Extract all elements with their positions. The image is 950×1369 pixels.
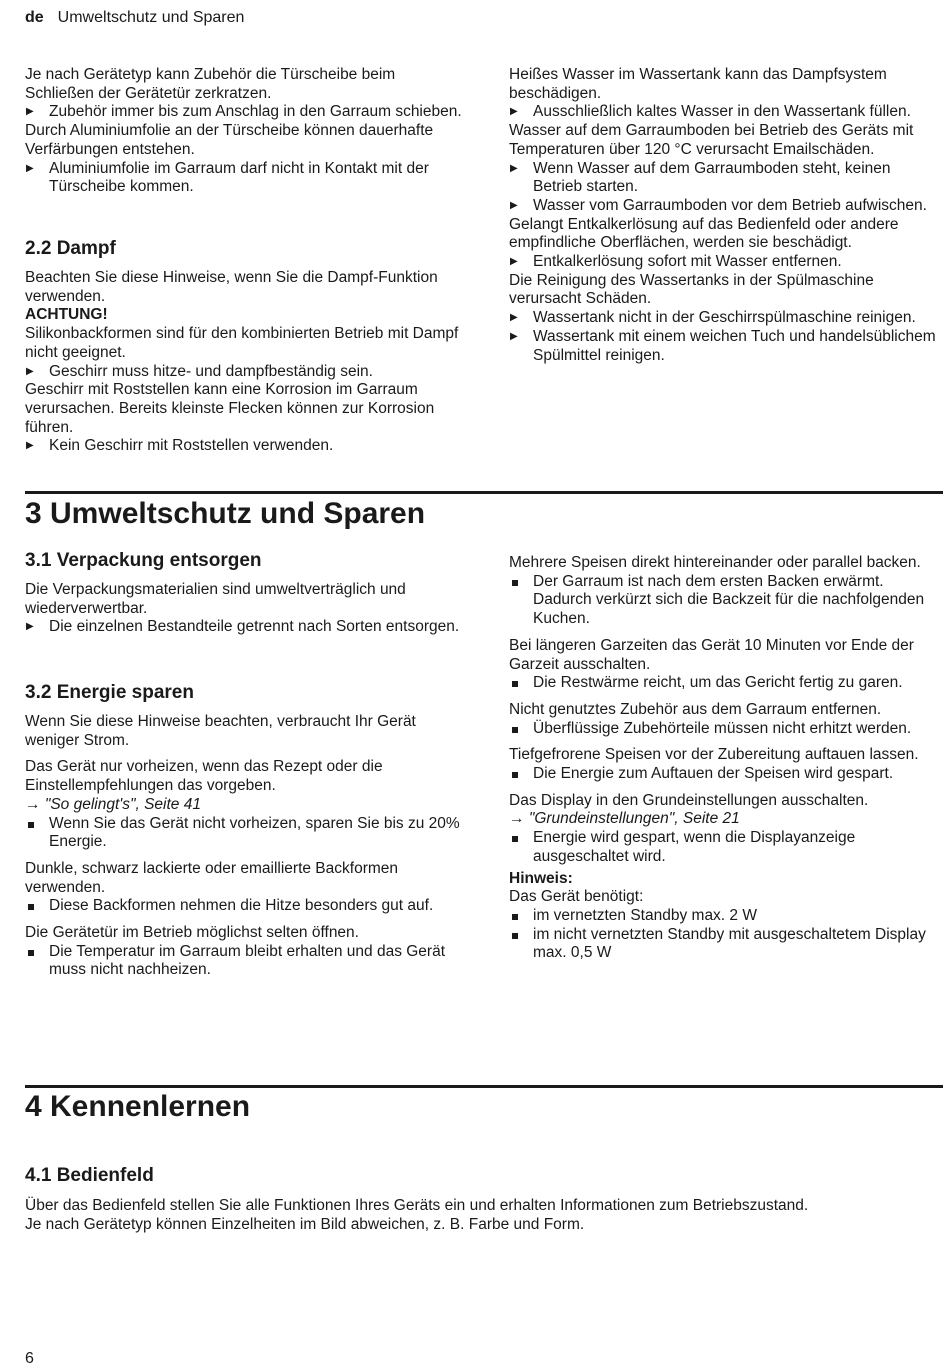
square-bullet-icon (512, 914, 518, 920)
section-heading-4-1: 4.1 Bedienfeld (25, 1165, 154, 1186)
list-item (509, 197, 943, 216)
paragraph: Nicht genutztes Zubehör aus dem Garraum entfernen. (509, 700, 882, 718)
list-item (25, 943, 465, 980)
list-item-text: Die Energie zum Auftauen der Speisen wird gespart. (533, 765, 894, 783)
dampf-column (25, 269, 465, 456)
paragraph: Beachten Sie diese Hinweise, wenn Sie die Dampf-Funktion verwenden. (25, 269, 438, 305)
triangle-bullet-icon: ▶ (510, 162, 518, 174)
header-title: Umweltschutz und Sparen (57, 9, 245, 26)
list-item (509, 253, 943, 272)
list-item-text: Wassertank nicht in der Geschirrspülmaschine reinigen. (533, 309, 916, 327)
paragraph: Dunkle, schwarz lackierte oder emaillierte Backformen verwenden. (25, 859, 399, 896)
triangle-bullet-icon: ▶ (510, 312, 518, 324)
triangle-bullet-icon: ▶ (510, 106, 518, 118)
list-item-text: Wenn Sie das Gerät nicht vorheizen, sparen Sie bis zu 20% Energie. (49, 814, 460, 851)
cross-reference[interactable] (25, 796, 465, 815)
list-item-text: Aluminiumfolie im Garraum darf nicht in Kontakt mit der Türscheibe kommen. (49, 159, 429, 196)
list-item-text: Kein Geschirr mit Roststellen verwenden. (49, 437, 334, 455)
chapter-rule (25, 1085, 943, 1088)
paragraph: Die Gerätetür im Betrieb möglichst selten öffnen. (25, 924, 359, 942)
list-item (509, 829, 943, 866)
list-item-text: Wasser vom Garraumboden vor dem Betrieb aufwischen. (533, 196, 927, 214)
list-item-text: Diese Backformen nehmen die Hitze besonders gut auf. (49, 897, 434, 915)
list-item (509, 765, 943, 784)
xref-link[interactable]: "So gelingt's", Seite 41 (44, 795, 201, 813)
chapter-title-4: 4 Kennenlernen (25, 1090, 251, 1123)
paragraph: Heißes Wasser im Wassertank kann das Dampfsystem beschädigen. (509, 66, 887, 102)
paragraph: Silikonbackformen sind für den kombinierten Betrieb mit Dampf nicht geeignet. (25, 325, 459, 361)
list-item-text: Wenn Wasser auf dem Garraumboden steht, keinen Betrieb starten. (533, 159, 891, 196)
arrow-right-icon: → (25, 795, 45, 813)
square-bullet-icon (28, 950, 34, 956)
paragraph: Wenn Sie diese Hinweise beachten, verbraucht Ihr Gerät weniger Strom. (25, 713, 416, 749)
list-item-text: Ausschließlich kaltes Wasser in den Wassertank füllen. (533, 103, 911, 121)
note-label: Hinweis: (509, 869, 573, 887)
language-code: de (25, 9, 44, 26)
paragraph: Tiefgefrorene Speisen vor der Zubereitung auftauen lassen. (509, 746, 919, 764)
list-item (509, 907, 943, 926)
paragraph: Wasser auf dem Garraumboden bei Betrieb des Geräts mit Temperaturen über 120 °C verursacht Emailschäden. (509, 122, 914, 158)
paragraph: Das Display in den Grundeinstellungen ausschalten. (509, 791, 869, 809)
packaging-column (25, 581, 465, 637)
paragraph: Je nach Gerätetyp können Einzelheiten im Bild abweichen, z. B. Farbe und Form. (25, 1215, 585, 1233)
section-heading-2-2: 2.2 Dampf (25, 238, 116, 259)
list-item-text: Der Garraum ist nach dem ersten Backen erwärmt. Dadurch verkürzt sich die Backzeit für die nachfolgenden Kuchen. (533, 572, 925, 628)
paragraph: Die Reinigung des Wassertanks in der Spülmaschine verursacht Schäden. (509, 271, 874, 308)
list-item (509, 573, 943, 629)
square-bullet-icon (28, 904, 34, 910)
list-item (509, 160, 943, 197)
list-item-text: Zubehör immer bis zum Anschlag in den Garraum schieben. (49, 103, 462, 121)
section-heading-3-2: 3.2 Energie sparen (25, 682, 194, 703)
square-bullet-icon (512, 727, 518, 733)
triangle-bullet-icon: ▶ (510, 330, 518, 342)
triangle-bullet-icon: ▶ (510, 256, 518, 268)
list-item (25, 437, 465, 456)
list-item-text: Die Restwärme reicht, um das Gericht fertig zu garen. (533, 674, 903, 692)
list-item (509, 674, 943, 693)
paragraph: Geschirr mit Roststellen kann eine Korrosion im Garraum verursachen. Bereits kleinste Flecken können zur Korrosion führen. (25, 381, 435, 436)
list-item (509, 309, 943, 328)
chapter-rule (25, 491, 943, 494)
list-item (25, 897, 465, 916)
running-header (25, 9, 244, 27)
top-right-column (509, 66, 943, 365)
xref-link[interactable]: "Grundeinstellungen", Seite 21 (528, 810, 740, 828)
list-item-text: Energie wird gespart, wenn die Displayanzeige ausgeschaltet wird. (533, 829, 856, 865)
triangle-bullet-icon: ▶ (26, 621, 34, 633)
page-number: 6 (25, 1350, 34, 1367)
chapter-title-3: 3 Umweltschutz und Sparen (25, 497, 426, 530)
list-item-text: Die Temperatur im Garraum bleibt erhalten und das Gerät muss nicht nachheizen. (49, 942, 446, 979)
arrow-right-icon: → (509, 810, 529, 828)
list-item (25, 160, 465, 197)
square-bullet-icon (512, 933, 518, 939)
cross-reference[interactable] (509, 810, 943, 829)
paragraph: Gelangt Entkalkerlösung auf das Bedienfeld oder andere empfindliche Oberflächen, werden sie beschädigt. (509, 215, 899, 252)
list-item (509, 926, 943, 963)
list-item-text: Überflüssige Zubehörteile müssen nicht erhitzt werden. (533, 719, 912, 737)
energy-right-column (509, 554, 943, 963)
square-bullet-icon (512, 772, 518, 778)
triangle-bullet-icon: ▶ (26, 106, 34, 118)
paragraph: Mehrere Speisen direkt hintereinander oder parallel backen. (509, 554, 921, 571)
paragraph: Das Gerät nur vorheizen, wenn das Rezept oder die Einstellempfehlungen das vorgeben. (25, 758, 383, 795)
top-left-column (25, 66, 465, 197)
triangle-bullet-icon: ▶ (26, 162, 34, 174)
square-bullet-icon (512, 836, 518, 842)
list-item (25, 363, 465, 382)
section-heading-3-1: 3.1 Verpackung entsorgen (25, 550, 262, 571)
list-item-text: im vernetzten Standby max. 2 W (533, 906, 757, 924)
control-panel-text (25, 1197, 943, 1234)
list-item (25, 815, 465, 852)
paragraph: Durch Aluminiumfolie an der Türscheibe können dauerhafte Verfärbungen entstehen. (25, 122, 434, 158)
energy-column (25, 713, 465, 980)
list-item-text: im nicht vernetzten Standby mit ausgeschaltetem Display max. 0,5 W (533, 925, 926, 962)
square-bullet-icon (512, 580, 518, 586)
triangle-bullet-icon: ▶ (26, 365, 34, 377)
note-text: Das Gerät benötigt: (509, 888, 644, 906)
list-item (25, 618, 465, 637)
list-item (509, 103, 943, 122)
triangle-bullet-icon: ▶ (26, 440, 34, 452)
triangle-bullet-icon: ▶ (510, 199, 518, 211)
square-bullet-icon (28, 822, 34, 828)
list-item-text: Geschirr muss hitze- und dampfbeständig sein. (49, 362, 373, 380)
list-item (509, 328, 943, 365)
paragraph: Über das Bedienfeld stellen Sie alle Funktionen Ihres Geräts ein und erhalten Informationen zum Betriebszustand. (25, 1197, 809, 1214)
list-item (509, 720, 943, 739)
warning-label: ACHTUNG! (25, 306, 108, 324)
list-item-text: Entkalkerlösung sofort mit Wasser entfernen. (533, 253, 842, 271)
paragraph: Je nach Gerätetyp kann Zubehör die Türscheibe beim Schließen der Gerätetür zerkratzen. (25, 66, 396, 102)
list-item-text: Wassertank mit einem weichen Tuch und handelsüblichem Spülmittel reinigen. (533, 327, 936, 364)
square-bullet-icon (512, 681, 518, 687)
paragraph: Bei längeren Garzeiten das Gerät 10 Minuten vor Ende der Garzeit ausschalten. (509, 636, 914, 673)
list-item-text: Die einzelnen Bestandteile getrennt nach Sorten entsorgen. (49, 618, 460, 636)
list-item (25, 103, 465, 122)
paragraph: Die Verpackungsmaterialien sind umweltverträglich und wiederverwertbar. (25, 581, 406, 617)
